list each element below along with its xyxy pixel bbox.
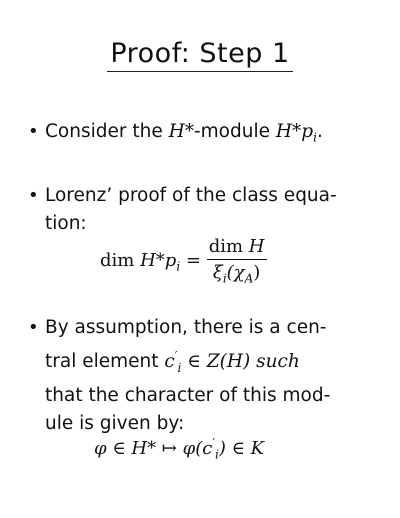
bullet-dot: •: [28, 317, 39, 338]
bullet-1: [28, 118, 378, 152]
bullet-1-text: Consider the H*-module $H*p_i$.: [45, 121, 323, 145]
bullet-dot: •: [28, 121, 39, 142]
bullet-2: [28, 182, 378, 238]
slide-title: [0, 38, 400, 72]
bullet-3-text: By assumption, there is a cen- tral element $c'_i$ ∈ Z(H) such that the character of this mod- ule is given by:: [45, 314, 378, 438]
slide-title-text: Proof: Step 1: [107, 38, 292, 72]
fraction-denominator: $\xi_i(\chi_A)$: [212, 262, 261, 286]
bullet-2-text: Lorenz’ proof of the class equa- tion:: [45, 185, 337, 234]
class-equation: dim $H*p_i$ = $\frac{\text{dim H}}{\xi_i(\chi_A)}$: [100, 236, 265, 286]
character-formula: φ ∈ H* ↦ $\varphi(c'_i)$ ∈ K: [94, 436, 265, 462]
fraction-numerator: dim H: [207, 236, 267, 260]
bullet-3: [28, 314, 378, 438]
bullet-3-line-2: tral element $c'_i$ ∈ Z(H) such: [45, 349, 300, 375]
fraction: [207, 236, 267, 286]
bullet-dot: •: [28, 185, 39, 206]
